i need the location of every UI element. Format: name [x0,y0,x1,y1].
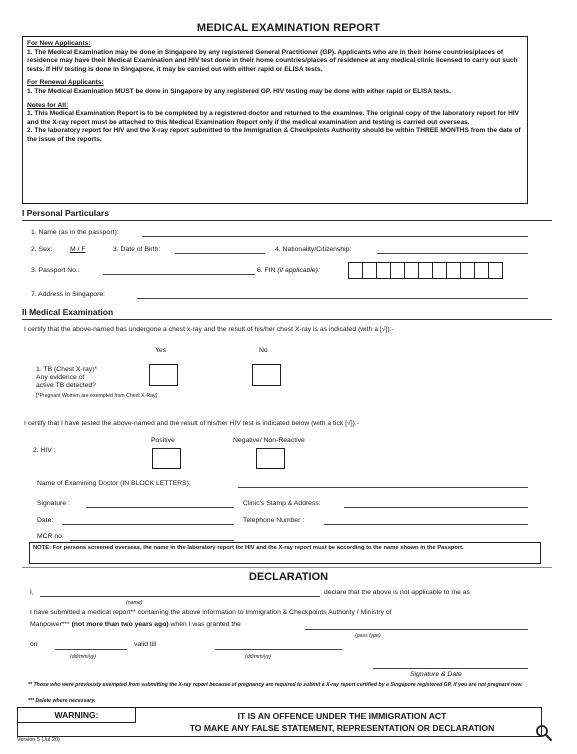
name-caption: (name) [126,600,143,606]
valid-till-field[interactable] [215,649,342,650]
hiv-certify-text: I certify that I have tested the above-named and the result of his/her HIV test is indicated below (with a tick [√]):- [24,420,360,427]
signature-label: Signature : [37,500,70,507]
warning-box [17,707,542,737]
mcr-label: MCR no: [37,533,64,540]
fin-note: (if applicable): [277,267,320,274]
medical-exam-heading: II Medical Examination [22,307,114,317]
section-divider [22,567,552,568]
fin-box[interactable] [474,262,489,279]
overseas-note: NOTE: For persons screened overseas, the name in the laboratory report for HIV and the X-ray report must be according to the name shown in the Passport. [29,542,541,564]
valid-till-caption: (dd/mm/yy) [245,654,271,660]
fin-box[interactable] [432,262,447,279]
warning-message [142,710,542,734]
tb-label-line2: Any evidence of [36,374,85,381]
fin-box[interactable] [376,262,391,279]
granted-text: when I was granted the [170,621,241,628]
on-label: on [30,641,38,648]
dob-label: 3. Date of Birth: [113,246,161,253]
new-applicants-text: 1. The Medical Examination may be done in Singapore by any registered General Practitioner (GP). Applicants who are in their home countries/places of residence may have their Medical Examination and HIV test done in their home countries/places of residence at any medical clinic licensed to carry out such tests. If HIV testing is done in Singapore, it may be carried out with either rapid or ELISA tests. [27,48,518,73]
fin-box[interactable] [404,262,419,279]
date-field[interactable] [62,524,234,525]
personal-particulars-heading: I Personal Particulars [22,208,109,218]
notes-heading: Notes for All: [27,101,69,109]
sex-label: 2. Sex: [31,246,53,253]
pass-type-caption: (pass type) [355,633,381,639]
telephone-field[interactable] [324,524,528,525]
footnote-delete: *** Delete where necessary. [28,698,96,704]
instructions-box [22,36,528,204]
hiv-label: 2. HIV : [33,447,56,454]
on-date-field[interactable] [55,649,127,650]
renewal-text: 1. The Medical Examination MUST be done in Singapore by any registered GP. HIV testing may be done with either rapid or ELISA tests. [27,87,451,95]
no-label: No [259,347,268,354]
xray-certify-text: I certify that the above-named has undergone a chest x-ray and the result of his/her chest X-ray is as indicated (with a [√]):- [24,326,394,333]
declaration-i: I, [30,589,34,596]
signature-field[interactable] [86,507,234,508]
name-label: 1. Name (as in the passport): [31,229,119,236]
negative-label: Negative/ Non-Reactive [233,437,305,444]
valid-till-label: valid till [134,641,157,648]
fin-label-text: 6. FIN [257,267,276,274]
nationality-field[interactable] [377,253,528,254]
mcr-field[interactable] [70,540,234,541]
date-label: Date: [37,517,54,524]
doctor-name-label: Name of Examining Doctor (IN BLOCK LETTERS): [37,480,191,487]
clinic-stamp-label: Clinic's Stamp & Address: [243,500,321,507]
fin-box[interactable] [488,262,503,279]
fin-box[interactable] [446,262,461,279]
submitted-text: I have submitted a medical report** containing the above information to Immigration & Checkpoints Authority / Ministry of [30,609,392,616]
fin-box[interactable] [418,262,433,279]
fin-box[interactable] [348,262,363,279]
positive-label: Positive [151,437,175,444]
nationality-label: 4. Nationality/Citizenship: [275,246,352,253]
manpower-line [30,621,241,628]
notes-text-1: 1. This Medical Examination Report is to be completed by a registered doctor and returned to the examinee. The original copy of the laboratory report for HIV and the X-ray report must be attached to this Medical Examination Report only if the medical examination and testing is carried out overseas. [27,110,520,126]
fin-box[interactable] [460,262,475,279]
passport-field[interactable] [103,274,255,275]
search-icon[interactable] [535,724,553,742]
pass-type-field[interactable] [305,629,528,630]
declarant-name-field[interactable] [40,596,320,597]
section-divider [22,319,552,320]
fin-label [257,267,320,274]
address-label: 7. Address in Singapore: [31,291,106,298]
tb-label-line3: active TB detected? [36,382,96,389]
telephone-label: Telephone Number : [243,517,305,524]
new-applicants-heading: For New Applicants: [27,40,91,47]
manpower-text: Manpower*** [30,621,70,628]
version-text: Version 5 (Jul 20) [17,737,60,743]
tb-pregnancy-note: [*Pregnant Women are exempted from Chest X-Ray] [36,393,157,399]
tb-yes-checkbox[interactable] [149,364,178,386]
fin-box[interactable] [390,262,405,279]
hiv-positive-checkbox[interactable] [152,448,181,469]
report-title: MEDICAL EXAMINATION REPORT [196,22,381,34]
fin-box[interactable] [362,262,377,279]
warning-line-1: IT IS AN OFFENCE UNDER THE IMMIGRATION ACT [237,711,447,721]
tb-no-checkbox[interactable] [252,364,281,386]
sex-options[interactable]: M / F [70,246,86,253]
declare-text: declare that the above is not applicable to me as [324,589,470,596]
declaration-heading: DECLARATION [248,571,329,583]
clinic-stamp-field[interactable] [344,507,528,508]
doctor-name-field[interactable] [238,487,528,488]
dob-field[interactable] [175,253,265,254]
footnote-pregnancy: ** Those who were previously exempted from submitting the X-ray report because of pregnancy are required to submit a X-ray report certified by a Singapore registered GP, if you are not pregnant now. [28,682,523,688]
renewal-heading: For Renewal Applicants: [27,79,104,87]
two-years-text: (not more than two years ago) [71,621,169,628]
address-field[interactable] [137,298,528,299]
section-divider [22,220,552,221]
signature-date-caption: Signature & Date [410,671,462,678]
on-date-caption: (dd/mm/yy) [70,654,96,660]
name-field[interactable] [142,236,528,237]
warning-label: WARNING: [18,708,136,723]
signature-date-field[interactable] [373,668,528,669]
fin-boxes[interactable] [348,262,502,279]
warning-line-2: TO MAKE ANY FALSE STATEMENT, REPRESENTATION OR DECLARATION [189,723,495,733]
hiv-negative-checkbox[interactable] [256,448,285,469]
passport-label: 3. Passport No.: [31,267,80,274]
yes-label: Yes [155,347,167,354]
tb-label-line1: 1. TB (Chest X-ray)* [36,366,98,373]
notes-text-2: 2. The laboratory report for HIV and the X-ray report submitted to the Immigration & Checkpoints Authority should be within THREE MONTHS from the date of the issue of the reports. [27,127,521,143]
